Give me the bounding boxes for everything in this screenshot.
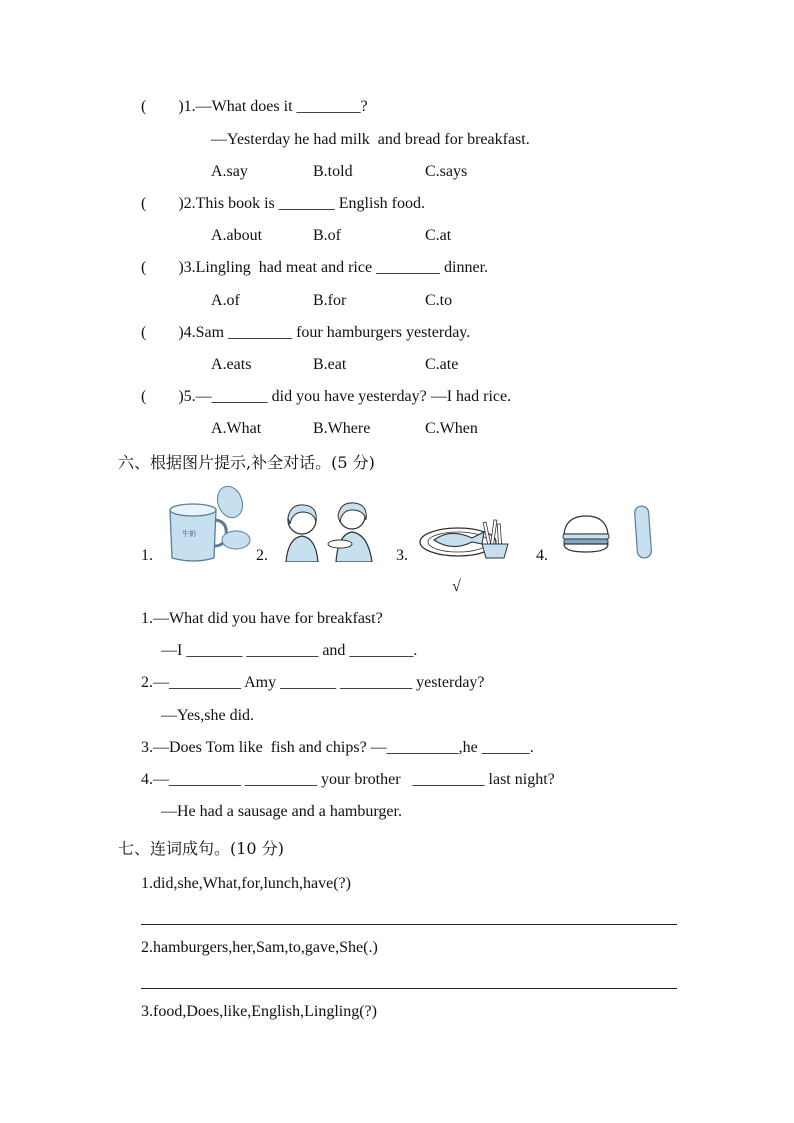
- milk-cup-icon: [160, 484, 256, 562]
- picture-number-4: 4.: [536, 547, 548, 564]
- question-2-option-b: B.of: [313, 227, 341, 244]
- question-1-context: —Yesterday he had milk and bread for breakfast.: [211, 131, 530, 148]
- question-5-option-a: A.What: [211, 420, 262, 437]
- picture-number-1: 1.: [141, 547, 153, 564]
- hamburger-sausage-icon: [560, 504, 660, 560]
- question-5-option-b: B.Where: [313, 420, 371, 437]
- dialogue-1-question: 1.—What did you have for breakfast?: [141, 610, 383, 627]
- picture-number-2: 2.: [256, 547, 268, 564]
- girls-eating-icon: [276, 500, 382, 562]
- question-5-stem: ( )5.—_______ did you have yesterday? —I had rice.: [141, 388, 512, 405]
- answer-line-1[interactable]: [141, 924, 677, 925]
- dialogue-2-question: 2.—_________ Amy _______ _________ yesterday?: [141, 674, 485, 691]
- question-1-option-c: C.says: [425, 163, 468, 180]
- dialogue-4-question: 4.—_________ _________ your brother _________ last night?: [141, 771, 555, 788]
- fish-and-chips-icon: [418, 516, 514, 560]
- hamburger-and-sausage-picture: [560, 504, 660, 560]
- question-1-option-a: A.say: [211, 163, 248, 180]
- two-girls-picture: [276, 500, 382, 562]
- picture-number-3: 3.: [396, 547, 408, 564]
- check-mark: √: [452, 578, 461, 595]
- question-4-option-a: A.eats: [211, 356, 252, 373]
- dialogue-1-answer: —I _______ _________ and ________.: [161, 642, 418, 659]
- sentence-item-3: 3.food,Does,like,English,Lingling(?): [141, 1003, 377, 1020]
- section-6-title: 六、根据图片提示,补全对话。(5 分): [118, 453, 375, 472]
- sentence-item-2: 2.hamburgers,her,Sam,to,gave,She(.): [141, 939, 378, 956]
- question-3-option-c: C.to: [425, 292, 453, 309]
- question-3-option-b: B.for: [313, 292, 347, 309]
- question-3-stem: ( )3.Lingling had meat and rice ________ dinner.: [141, 259, 489, 276]
- question-4-option-b: B.eat: [313, 356, 347, 373]
- question-2-option-c: C.at: [425, 227, 452, 244]
- dialogue-4-answer: —He had a sausage and a hamburger.: [161, 803, 402, 820]
- section-7-title: 七、连词成句。(10 分): [118, 839, 284, 858]
- question-4-stem: ( )4.Sam ________ four hamburgers yesterday.: [141, 324, 471, 341]
- question-2-option-a: A.about: [211, 227, 263, 244]
- milk-and-bread-picture: [160, 484, 256, 562]
- question-5-option-c: C.When: [425, 420, 478, 437]
- question-2-stem: ( )2.This book is _______ English food.: [141, 195, 425, 212]
- dialogue-2-answer: —Yes,she did.: [161, 707, 255, 724]
- dialogue-3: 3.—Does Tom like fish and chips? —_________,he ______.: [141, 739, 534, 756]
- fish-and-chips-picture: [418, 516, 514, 560]
- cup-label: 牛奶: [182, 530, 196, 538]
- question-4-option-c: C.ate: [425, 356, 459, 373]
- question-3-option-a: A.of: [211, 292, 240, 309]
- sentence-item-1: 1.did,she,What,for,lunch,have(?): [141, 875, 351, 892]
- question-1-stem: ( )1.—What does it ________?: [141, 98, 368, 115]
- answer-line-2[interactable]: [141, 988, 677, 989]
- question-1-option-b: B.told: [313, 163, 353, 180]
